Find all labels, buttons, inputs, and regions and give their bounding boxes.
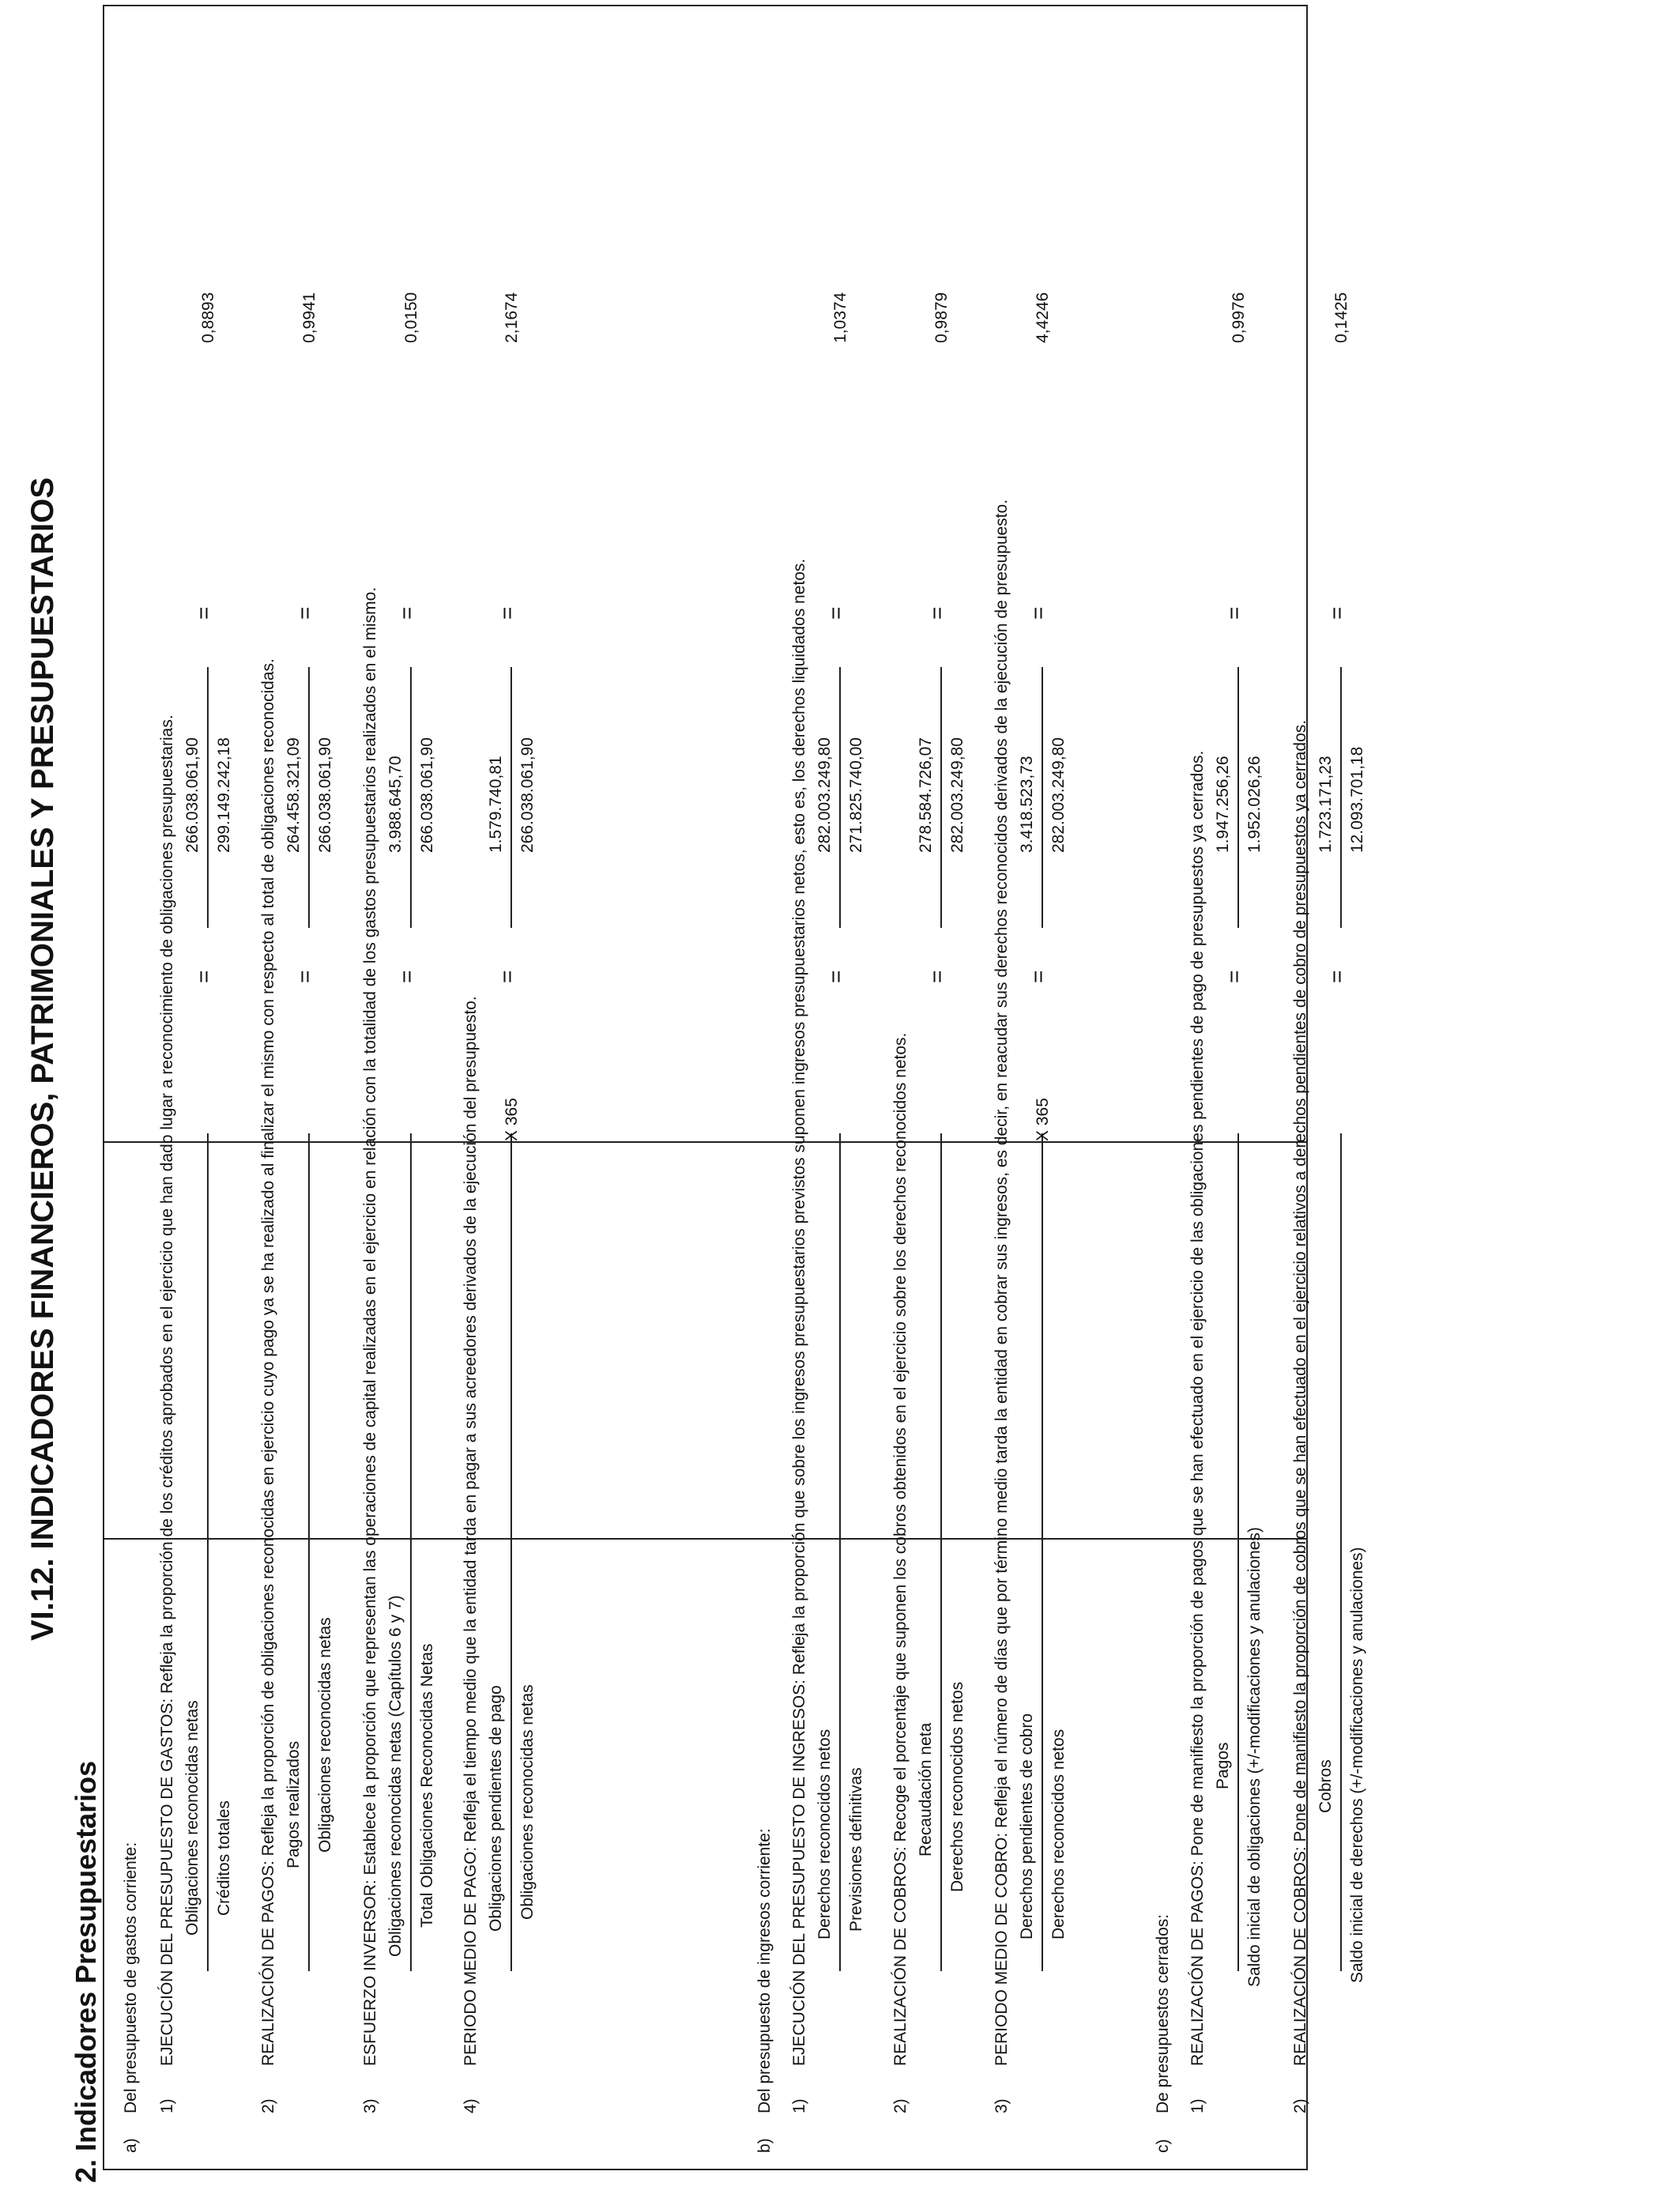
item-description: PERIODO MEDIO DE PAGO: Refleja el tiempo medio que la entidad tarda en pagar a sus acreedores derivados de la ejecución del presupuesto. xyxy=(461,996,480,2066)
numerator-label: Obligaciones reconocidas netas xyxy=(183,1700,202,1936)
section-heading: De presupuestos cerrados: xyxy=(1154,1913,1172,2113)
item-description: EJECUCIÓN DEL PRESUPUESTO DE GASTOS: Refleja la proporción de los créditos aprobados en el ejercicio que han dado lugar a reconocimiento de obligaciones presupuestarias. xyxy=(158,714,176,2066)
section-heading: Del presupuesto de ingresos corriente: xyxy=(755,1828,774,2113)
multiplier-label: X 365 xyxy=(1034,1098,1052,1141)
numerator-value: 266.038.061,90 xyxy=(183,737,202,853)
value-fraction-line xyxy=(410,667,412,928)
item-number: 4) xyxy=(461,2098,480,2113)
equals-sign: = xyxy=(495,606,519,620)
result-value: 0,9941 xyxy=(300,292,318,343)
item-number: 1) xyxy=(158,2098,176,2113)
section-subtitle: 2. Indicadores Presupuestarios xyxy=(70,1760,102,2183)
page-title: VI.12. INDICADORES FINANCIEROS, PATRIMONIALES Y PRESUPUESTARIOS xyxy=(25,477,60,1641)
fraction-line xyxy=(308,1133,310,1971)
equals-sign: = xyxy=(1222,970,1246,983)
numerator-label: Cobros xyxy=(1317,1759,1335,1813)
equals-sign: = xyxy=(1324,970,1349,983)
numerator-value: 3.418.523,73 xyxy=(1018,756,1036,853)
denominator-label: Previsiones definitivas xyxy=(847,1767,865,1932)
item-number: 2) xyxy=(1291,2098,1309,2113)
result-value: 2,1674 xyxy=(503,292,521,343)
value-fraction-line xyxy=(940,667,942,928)
numerator-value: 1.579.740,81 xyxy=(487,756,505,853)
section-letter: c) xyxy=(1154,2139,1172,2153)
section-heading: Del presupuesto de gastos corriente: xyxy=(122,1842,140,2113)
value-fraction-line xyxy=(1042,667,1043,928)
fraction-line xyxy=(510,1133,512,1971)
equals-sign: = xyxy=(191,606,216,620)
denominator-value: 266.038.061,90 xyxy=(418,737,436,853)
numerator-value: 1.947.256,26 xyxy=(1214,756,1232,853)
fraction-line xyxy=(839,1133,841,1971)
numerator-label: Recaudación neta xyxy=(917,1722,935,1857)
denominator-value: 282.003.249,80 xyxy=(1049,737,1068,853)
equals-sign: = xyxy=(394,970,419,983)
result-value: 0,9976 xyxy=(1230,292,1248,343)
multiplier-label: X 365 xyxy=(503,1098,521,1141)
value-fraction-line xyxy=(207,667,209,928)
equals-sign: = xyxy=(1026,606,1050,620)
equals-sign: = xyxy=(823,606,848,620)
equals-sign: = xyxy=(1324,606,1349,620)
value-fraction-line xyxy=(1237,667,1239,928)
numerator-label: Derechos pendientes de cobro xyxy=(1018,1713,1036,1940)
numerator-value: 3.988.645,70 xyxy=(386,756,405,853)
item-number: 1) xyxy=(1188,2098,1207,2113)
result-value: 0,0150 xyxy=(402,292,420,343)
denominator-label: Total Obligaciones Reconocidas Netas xyxy=(418,1643,436,1928)
value-fraction-line xyxy=(308,667,310,928)
fraction-line xyxy=(1340,1133,1342,1971)
section-divider xyxy=(104,1141,1306,1143)
numerator-value: 278.584.726,07 xyxy=(917,737,935,853)
item-description: REALIZACIÓN DE PAGOS: Pone de manifiesto la proporción de pagos que se han efectuado en el ejercicio de las obligaciones pendientes de pago de presupuestos ya cerrados. xyxy=(1188,750,1207,2066)
item-number: 3) xyxy=(993,2098,1011,2113)
item-number: 3) xyxy=(361,2098,379,2113)
numerator-label: Pagos xyxy=(1214,1742,1232,1789)
result-value: 1,0374 xyxy=(831,292,849,343)
denominator-value: 266.038.061,90 xyxy=(518,737,537,853)
result-value: 0,1425 xyxy=(1332,292,1350,343)
item-description: PERIODO MEDIO DE COBRO: Refleja el número de días que por término medio tarda la entidad en cobrar sus ingresos, es decir, en reacudar sus derechos reconocidos derivados de la ejecución de presupuesto. xyxy=(993,499,1011,2066)
fraction-line xyxy=(1237,1133,1239,1971)
denominator-label: Derechos reconocidos netos xyxy=(1049,1728,1068,1940)
equals-sign: = xyxy=(394,606,419,620)
denominator-value: 299.149.242,18 xyxy=(215,737,233,853)
equals-sign: = xyxy=(292,606,317,620)
item-description: ESFUERZO INVERSOR: Establece la proporción que representan las operaciones de capital realizadas en el ejercicio en relación con la totalidad de los gastos presupuestarios realizados en el mismo. xyxy=(361,586,379,2066)
value-fraction-line xyxy=(839,667,841,928)
item-description: EJECUCIÓN DEL PRESUPUESTO DE INGRESOS: Refleja la proporción que sobre los ingresos presupuestarios previstos suponen ingresos presupuestarios netos, esto es, los derechos liquidados netos. xyxy=(790,558,808,2066)
section-letter: a) xyxy=(122,2138,140,2153)
denominator-value: 271.825.740,00 xyxy=(847,737,865,853)
item-number: 1) xyxy=(790,2098,808,2113)
equals-sign: = xyxy=(823,970,848,983)
equals-sign: = xyxy=(925,970,949,983)
denominator-value: 12.093.701,18 xyxy=(1348,746,1366,853)
indicators-frame xyxy=(103,5,1366,2170)
denominator-label: Obligaciones reconocidas netas xyxy=(518,1684,537,1920)
item-description: REALIZACIÓN DE COBROS: Recoge el porcentaje que suponen los cobros obtenidos en el ejercicio sobre los derechos reconocidos netos. xyxy=(891,1032,910,2066)
item-number: 2) xyxy=(259,2098,277,2113)
denominator-label: Créditos totales xyxy=(215,1800,233,1916)
fraction-line xyxy=(940,1133,942,1971)
value-fraction-line xyxy=(510,667,512,928)
item-description: REALIZACIÓN DE COBROS: Pone de manifiesto la proporción de cobros que se han efectuado en el ejercicio relativos a derechos pendientes de cobro de presupuestos ya cerrados. xyxy=(1291,719,1309,2066)
denominator-label: Derechos reconocidos netos xyxy=(948,1681,966,1892)
section-divider xyxy=(104,1538,1306,1540)
value-fraction-line xyxy=(1340,667,1342,928)
equals-sign: = xyxy=(495,970,519,983)
fraction-line xyxy=(207,1133,209,1971)
equals-sign: = xyxy=(1222,606,1246,620)
denominator-label: Saldo inicial de obligaciones (+/-modificaciones y anulaciones) xyxy=(1245,1527,1264,1987)
numerator-label: Derechos reconocidos netos xyxy=(816,1728,834,1940)
denominator-label: Saldo inicial de derechos (+/-modificaciones y anulaciones) xyxy=(1348,1547,1366,1983)
numerator-label: Pagos realizados xyxy=(284,1740,303,1868)
numerator-value: 1.723.171,23 xyxy=(1317,756,1335,853)
denominator-label: Obligaciones reconocidas netas xyxy=(316,1617,334,1853)
numerator-label: Obligaciones reconocidas netas (Capítulos 6 y 7) xyxy=(386,1595,405,1957)
denominator-value: 266.038.061,90 xyxy=(316,737,334,853)
fraction-line xyxy=(410,1133,412,1971)
numerator-value: 282.003.249,80 xyxy=(816,737,834,853)
equals-sign: = xyxy=(925,606,949,620)
numerator-label: Obligaciones pendientes de pago xyxy=(487,1685,505,1932)
numerator-value: 264.458.321,09 xyxy=(284,737,303,853)
item-description: REALIZACIÓN DE PAGOS: Refleja la proporción de obligaciones reconocidas en ejercicio cuyo pago ya se ha realizado al finalizar el mismo con respecto al total de obligaciones reconocidas. xyxy=(259,658,277,2066)
denominator-value: 282.003.249,80 xyxy=(948,737,966,853)
equals-sign: = xyxy=(1026,970,1050,983)
result-value: 4,4246 xyxy=(1034,292,1052,343)
fraction-line xyxy=(1042,1133,1043,1971)
equals-sign: = xyxy=(292,970,317,983)
item-number: 2) xyxy=(891,2098,910,2113)
result-value: 0,9879 xyxy=(932,292,951,343)
denominator-value: 1.952.026,26 xyxy=(1245,756,1264,853)
equals-sign: = xyxy=(191,970,216,983)
result-value: 0,8893 xyxy=(199,292,217,343)
section-letter: b) xyxy=(755,2138,774,2153)
